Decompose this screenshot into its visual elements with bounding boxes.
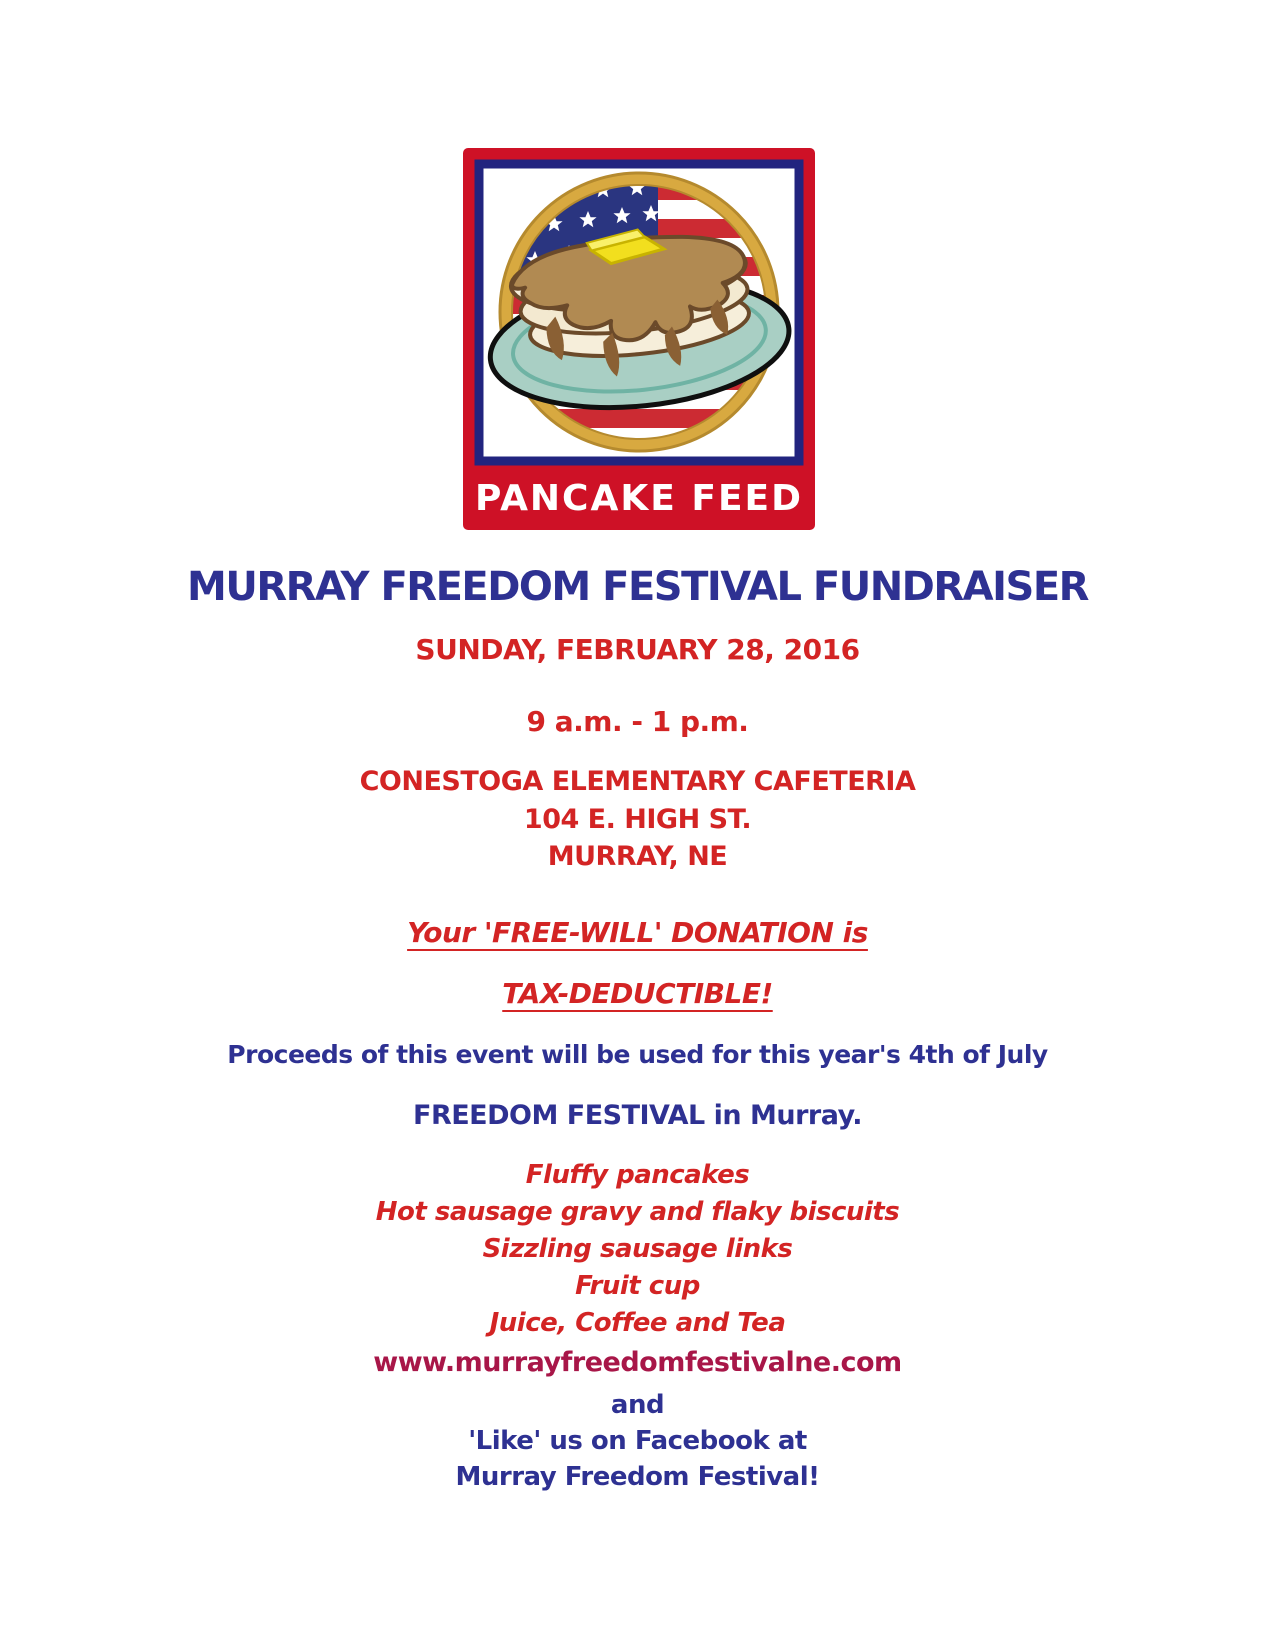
event-date: SUNDAY, FEBRUARY 28, 2016	[415, 633, 860, 666]
venue-city: MURRAY, NE	[547, 841, 728, 872]
menu-item: Fruit cup	[575, 1271, 700, 1301]
proceeds-line-1: Proceeds of this event will be used for this year's 4th of July	[227, 1040, 1048, 1069]
donation-line-2: TAX-DEDUCTIBLE!	[502, 977, 773, 1010]
menu-item: Juice, Coffee and Tea	[489, 1308, 786, 1338]
pancake-feed-logo-graphic	[463, 148, 815, 530]
menu-item: Hot sausage gravy and flaky biscuits	[375, 1197, 900, 1227]
website-url: www.murrayfreedomfestivalne.com	[373, 1347, 902, 1378]
pancake-feed-logo	[463, 148, 815, 530]
facebook-page-name: Murray Freedom Festival!	[455, 1462, 820, 1492]
menu-item: Fluffy pancakes	[525, 1160, 750, 1190]
facebook-line: 'Like' us on Facebook at	[468, 1426, 807, 1456]
venue-name: CONESTOGA ELEMENTARY CAFETERIA	[359, 766, 916, 797]
proceeds-line-2: FREEDOM FESTIVAL in Murray.	[413, 1100, 862, 1131]
event-time: 9 a.m. - 1 p.m.	[526, 705, 749, 738]
donation-line-1: Your 'FREE-WILL' DONATION is	[407, 916, 868, 949]
page-title: MURRAY FREEDOM FESTIVAL FUNDRAISER	[187, 564, 1088, 610]
conjunction-and: and	[610, 1390, 665, 1420]
venue-address: 104 E. HIGH ST.	[523, 804, 752, 835]
logo-caption: PANCAKE FEED	[474, 478, 804, 519]
menu-item: Sizzling sausage links	[482, 1234, 793, 1264]
